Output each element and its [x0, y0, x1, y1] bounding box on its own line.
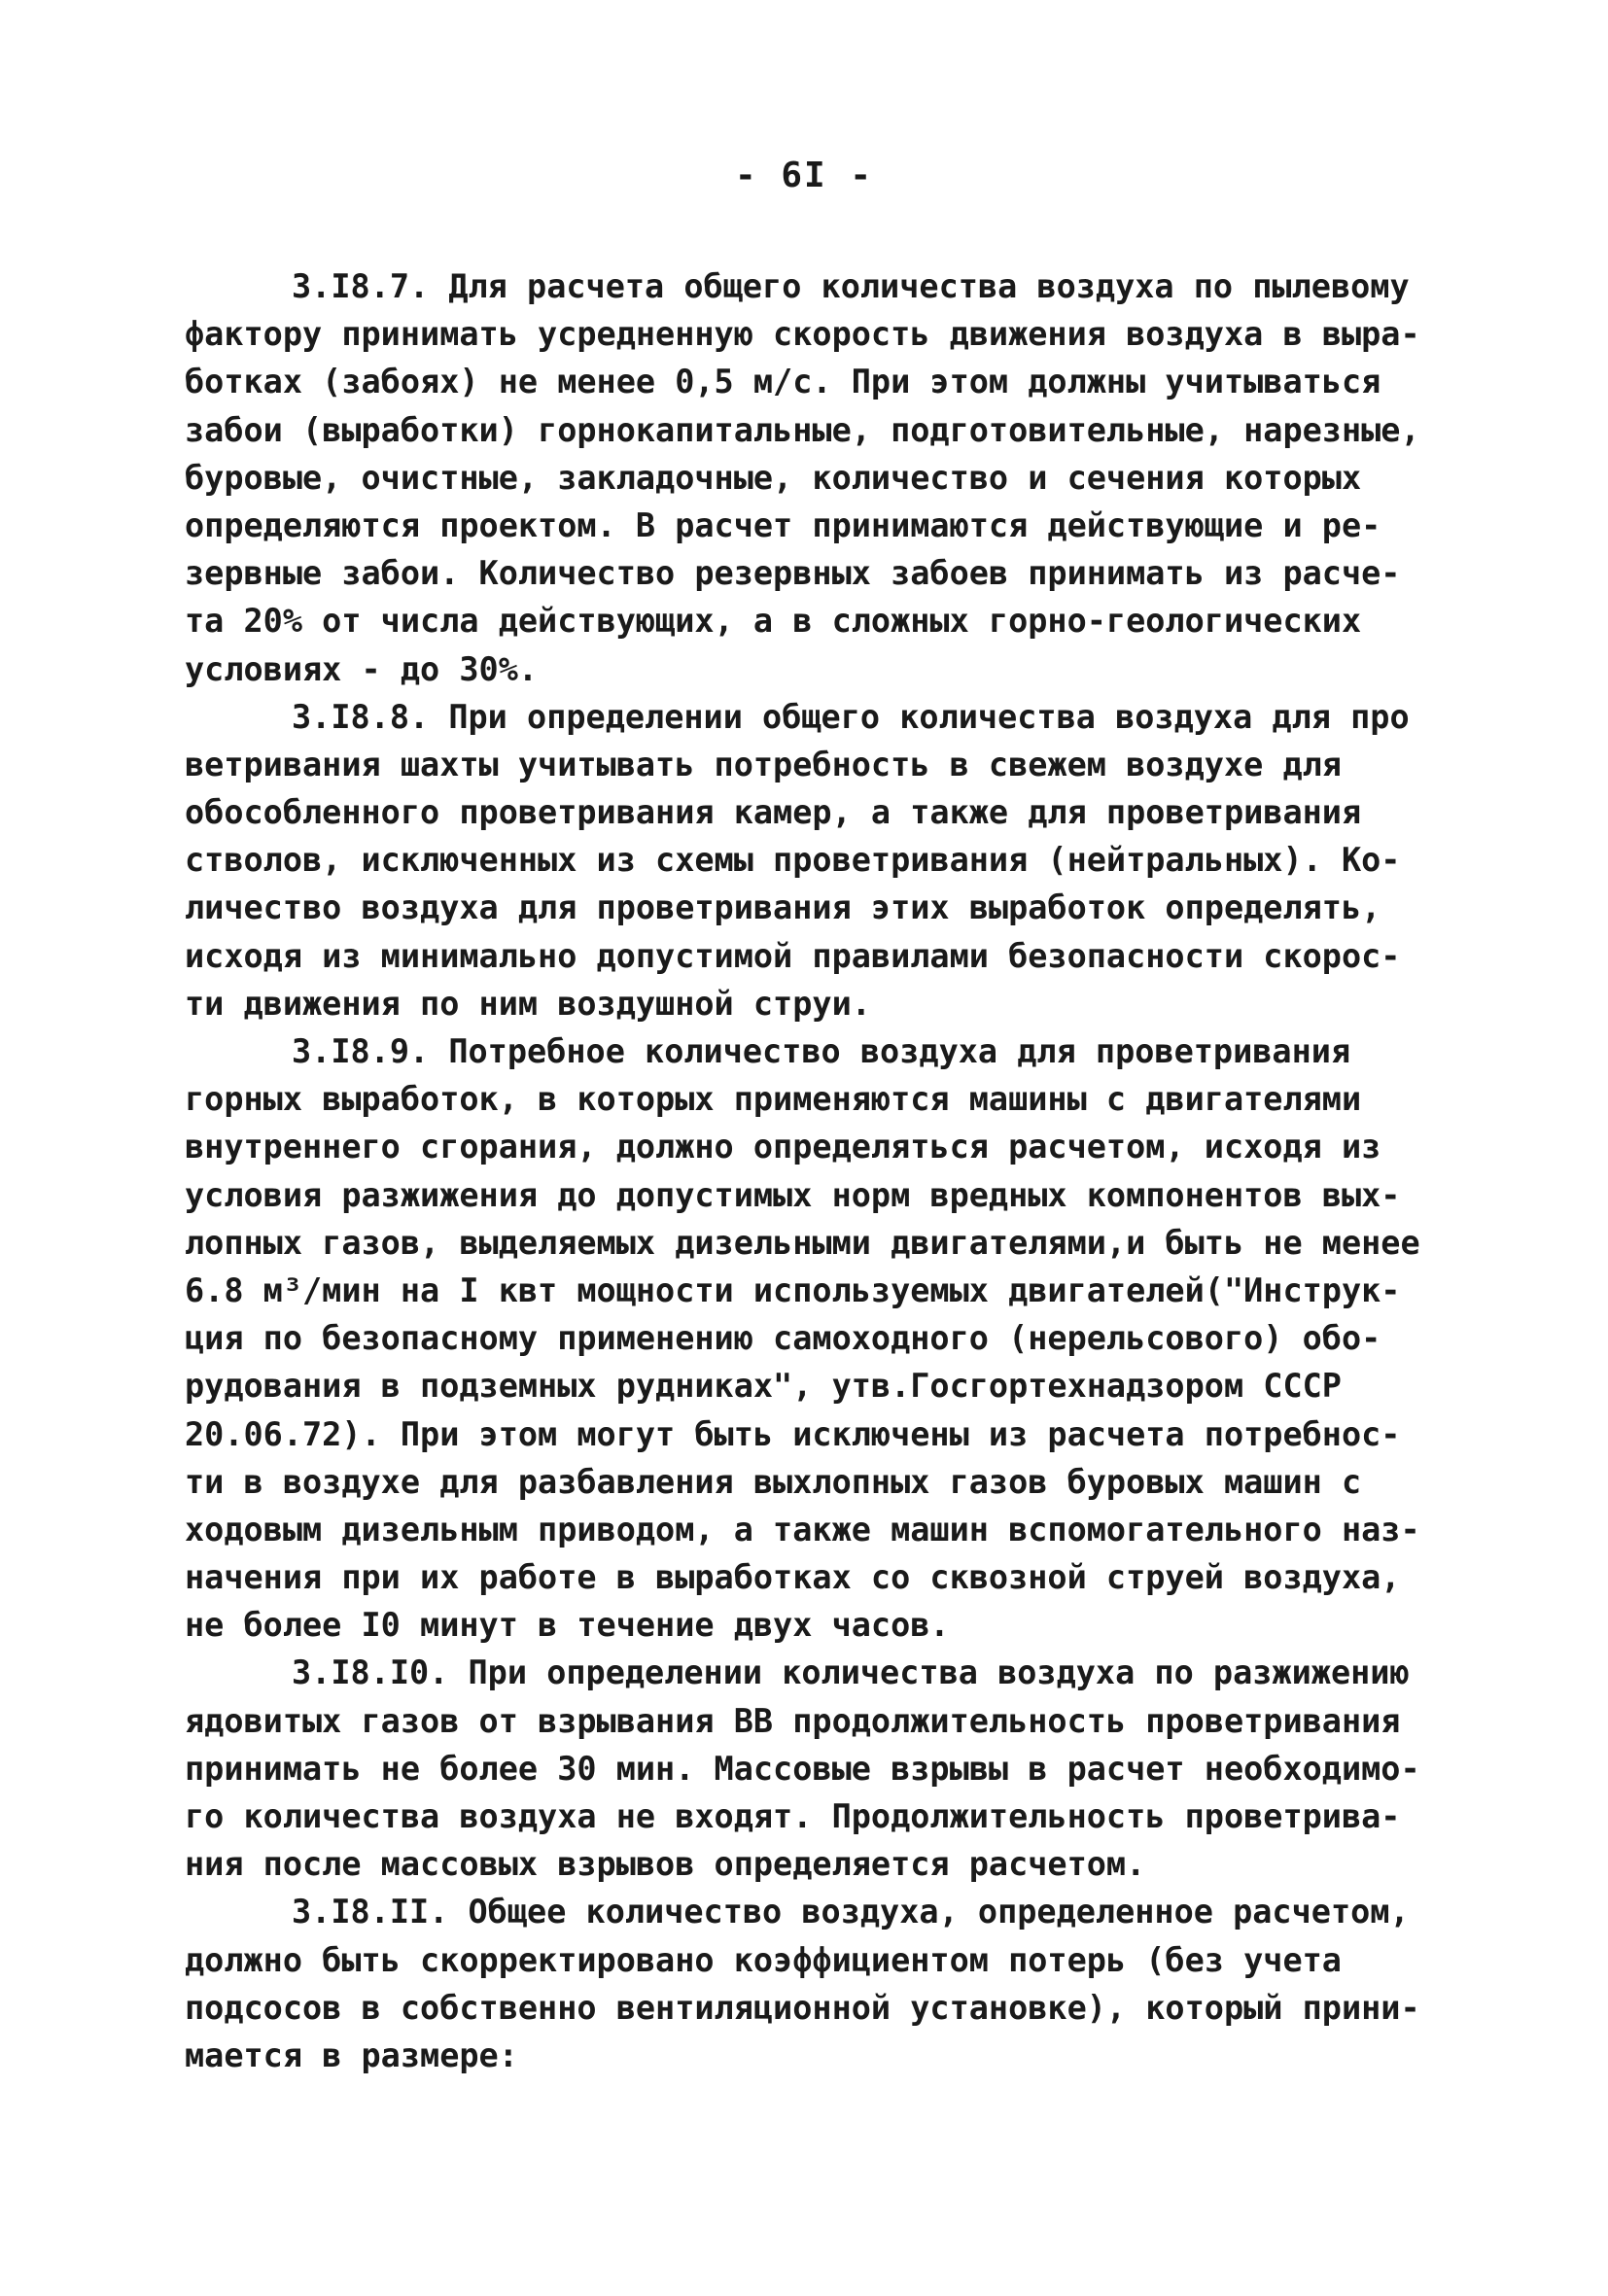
- text-line: ветривания шахты учитывать потребность в свежем воздухе для: [185, 745, 1342, 783]
- text-line: ти в воздухе для разбавления выхлопных газов буровых машин с: [185, 1462, 1362, 1501]
- text-line: ция по безопасному применению самоходного (нерельсового) обо-: [185, 1319, 1381, 1358]
- text-line: горных выработок, в которых применяются машины с двигателями: [185, 1080, 1362, 1119]
- text-line: условия разжижения до допустимых норм вредных компонентов вых-: [185, 1175, 1401, 1214]
- text-line: 3.I8.9. Потребное количество воздуха для проветривания: [292, 1032, 1351, 1070]
- text-line: должно быть скорректировано коэффициентом потерь (без учета: [185, 1940, 1342, 1979]
- text-line: внутреннего сгорания, должно определяться расчетом, исходя из: [185, 1128, 1381, 1166]
- text-line: буровые, очистные, закладочные, количество и сечения которых: [185, 458, 1362, 497]
- paragraph-3-18-10: [185, 1649, 1449, 1888]
- paragraph-3-18-7: [185, 262, 1449, 693]
- text-line: фактору принимать усредненную скорость движения воздуха в выра-: [185, 315, 1420, 354]
- text-line: 3.I8.8. При определении общего количества воздуха для про: [292, 697, 1410, 736]
- text-line: условиях - до 30%.: [185, 649, 539, 688]
- text-line: определяются проектом. В расчет принимаются действующие и ре-: [185, 505, 1381, 544]
- paragraph-3-18-9: [185, 1027, 1449, 1649]
- page-number: - 6I -: [734, 156, 874, 195]
- text-line: забои (выработки) горнокапитальные, подготовительные, нарезные,: [185, 410, 1420, 449]
- text-line: личество воздуха для проветривания этих выработок определять,: [185, 888, 1381, 927]
- text-line: ходовым дизельным приводом, а также машин вспомогательного наз-: [185, 1510, 1420, 1548]
- text-line: 20.06.72). При этом могут быть исключены из расчета потребнос-: [185, 1414, 1401, 1453]
- paragraph-3-18-11: [185, 1888, 1449, 2079]
- text-line: принимать не более 30 мин. Массовые взрывы в расчет необходимо-: [185, 1749, 1420, 1788]
- text-line: го количества воздуха не входят. Продолжительность проветрива-: [185, 1797, 1401, 1835]
- paragraph-3-18-8: [185, 693, 1449, 1027]
- text-line: обособленного проветривания камер, а также для проветривания: [185, 793, 1362, 832]
- text-line: исходя из минимально допустимой правилами безопасности скорос-: [185, 936, 1401, 975]
- text-line: ти движения по ним воздушной струи.: [185, 984, 871, 1023]
- text-line: 6.8 м³/мин на I квт мощности используемых двигателей("Инструк-: [185, 1270, 1401, 1309]
- text-line: стволов, исключенных из схемы проветривания (нейтральных). Ко-: [185, 841, 1401, 880]
- text-line: зервные забои. Количество резервных забоев принимать из расче-: [185, 554, 1401, 593]
- text-line: та 20% от числа действующих, а в сложных горно-геологических: [185, 602, 1362, 641]
- text-line: начения при их работе в выработках со сквозной струей воздуха,: [185, 1558, 1401, 1597]
- text-line: подсосов в собственно вентиляционной установке), который прини-: [185, 1988, 1420, 2027]
- text-line: ния после массовых взрывов определяется расчетом.: [185, 1845, 1146, 1884]
- text-line: не более I0 минут в течение двух часов.: [185, 1606, 950, 1645]
- text-line: ботках (забоях) не менее 0,5 м/с. При этом должны учитываться: [185, 363, 1381, 401]
- body-text: [185, 262, 1449, 2079]
- text-line: 3.I8.7. Для расчета общего количества воздуха по пылевому: [292, 267, 1410, 305]
- text-line: рудования в подземных рудниках", утв.Госгортехнадзором СССР: [185, 1367, 1342, 1406]
- text-line: 3.I8.I0. При определении количества воздуха по разжижению: [292, 1653, 1410, 1692]
- text-line: лопных газов, выделяемых дизельными двигателями,и быть не менее: [185, 1223, 1420, 1262]
- text-line: ядовитых газов от взрывания ВВ продолжительность проветривания: [185, 1701, 1401, 1740]
- text-line: мается в размере:: [185, 2035, 518, 2074]
- text-line: 3.I8.II. Общее количество воздуха, определенное расчетом,: [292, 1893, 1410, 1931]
